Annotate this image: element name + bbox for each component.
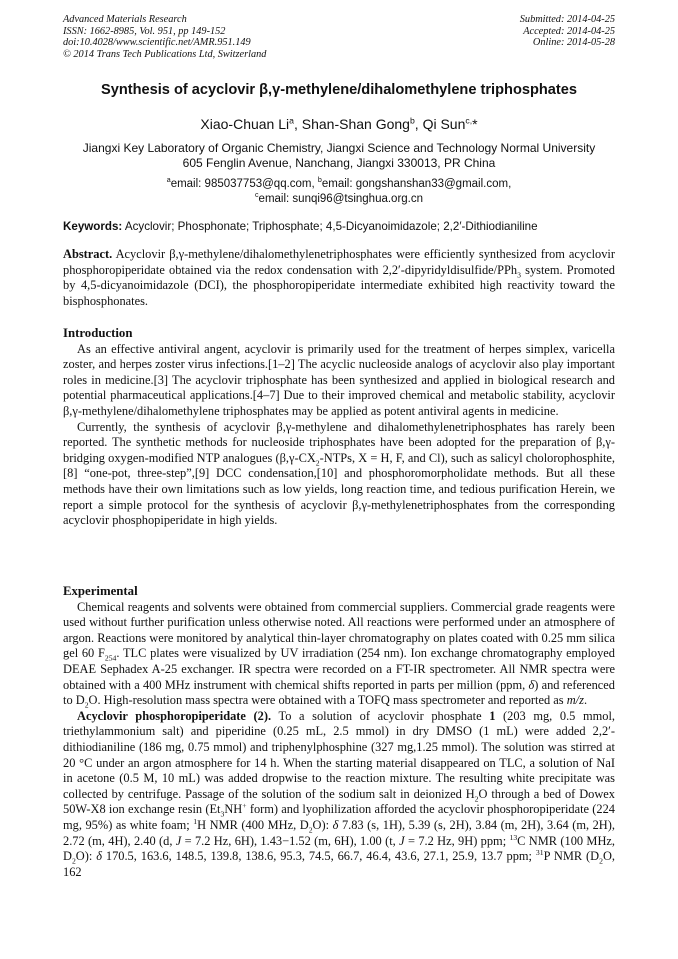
author-name: Qi Sun xyxy=(422,116,466,132)
paragraph xyxy=(63,600,615,709)
superscript: 13 xyxy=(509,832,518,842)
affiliation-line: 605 Fenglin Avenue, Nanchang, Jiangxi 330013, PR China xyxy=(182,156,496,170)
corresponding-author-marker: * xyxy=(472,116,478,132)
copyright-line: © 2014 Trans Tech Publications Ltd, Switzerland xyxy=(63,48,267,60)
text-run: 170.5, 163.6, 148.5, 139.8, 138.6, 95.3, 74.5, 66.7, 46.4, 43.6, 27.1, 25.9, 13.7 ppm; xyxy=(101,849,536,864)
email-address: email: 985037753@qq.com, xyxy=(170,178,318,190)
text-run: . xyxy=(583,693,588,708)
section-heading: Experimental xyxy=(63,584,138,598)
paragraph: As an effective antiviral angent, acyclovir is primarily used for the treatment of herpes simplex, varicella zoster, and herpes zoster virus infections.[1–2] The acyclic nucleoside analogs of acyclovir also play important roles in medicine.[3] The acyclovir triphosphate has been synthesized and applied in biological research and potential pharmaceutical applications.[4–7] Due to their improved chemical and metabolic stability, acyclovir β,γ-methylene/dihalomethylene triphosphates may be applied as potent antiviral agents in medicine. xyxy=(63,341,615,418)
superscript: 1 xyxy=(193,816,198,826)
paragraph xyxy=(63,709,615,881)
abstract-label: Abstract. xyxy=(63,247,113,261)
submitted-date: Submitted: 2014-04-25 xyxy=(519,14,615,25)
subscript: 2 xyxy=(308,825,313,835)
symbol: δ xyxy=(528,677,535,692)
publication-dates xyxy=(520,14,615,49)
text-run: P NMR (D xyxy=(543,849,600,864)
symbol: δ xyxy=(96,849,102,864)
email-address: email: sunqi96@tsinghua.org.cn xyxy=(258,193,424,205)
abstract xyxy=(63,247,615,309)
affiliation-marker: c, xyxy=(465,115,473,126)
keywords xyxy=(63,220,623,233)
journal-info xyxy=(63,14,266,60)
symbol: J xyxy=(399,833,405,848)
text-run: C NMR (100 MHz, D xyxy=(63,833,615,864)
subscript: 3 xyxy=(220,809,225,819)
abstract-text: system. Promoted by 4,5-dicyanoimidazole (DCI), the phosphoropiperidate intermediate exhibited high reactivity toward the bisphosphonates. xyxy=(63,262,615,308)
paragraph xyxy=(63,420,615,529)
keywords-label: Keywords: xyxy=(63,220,123,233)
author-name: Shan-Shan Gong xyxy=(301,116,410,132)
text-run: 7.83 (s, 1H), 5.39 (s, 2H), 3.84 (m, 2H), 3.64 (m, 2H), 2.72 (m, 4H), 2.40 (d, xyxy=(63,817,615,848)
text-run: O): xyxy=(312,817,333,832)
text-run: (203 mg, 0.5 mmol, triethylammonium salt) and piperidine (0.25 mL, 2.5 mmol) in dry DMSO (1 mL) were added 2,2′-dithiodianiline (186 mg, 0.75 mmol) and triphenylphosphine (327 mg,1.25 mmol). The solution was stirred at 20 °C under an argon atmosphere for 14 h. When the starting material disappeared on TLC, a solution of NaI in acetone (0.5 M, 10 mL) was added dropwise to the reaction mixture. The resulting white precipitate was collected by centrifuge. Passage of the solution of the sodium salt in deionized H xyxy=(63,708,615,801)
symbol: J xyxy=(175,833,182,848)
section-heading: Introduction xyxy=(63,326,133,340)
text-run: O): xyxy=(75,849,97,864)
experimental-section xyxy=(63,584,615,880)
symbol: m/z xyxy=(566,693,584,708)
email-block xyxy=(0,177,678,207)
email-marker: a xyxy=(166,176,171,185)
text-run: ) and referenced to D xyxy=(63,677,615,708)
keywords-text: Acyclovir; Phosphonate; Triphosphate; 4,5-Dicyanoimidazole; 2,2′-Dithiodianiline xyxy=(122,220,538,233)
text-run: = 7.2 Hz, 9H) ppm; xyxy=(404,833,510,848)
text-run: To a solution of acyclovir phosphate xyxy=(271,708,490,723)
email-marker: b xyxy=(317,176,322,185)
text-run: Chemical reagents and solvents were obtained from commercial suppliers. Commercial grade reagents were used without further purification unless otherwise noted. All reactions were performed under an atmosphere of argon. Reactions were monitored by analytical thin-layer chromatography on plates coated with 0.25 mm silica gel 60 F xyxy=(63,599,615,661)
accepted-date: Accepted: 2014-04-25 xyxy=(523,25,615,37)
author-list: Xiao-Chuan Li$^a$, Shan-Shan Gong$^b$, Qi Sun$^{c,}$* xyxy=(200,115,478,132)
author-name: Xiao-Chuan Li xyxy=(200,116,290,132)
text-run: . TLC plates were visualized by UV irradiation (254 nm). Ion exchange chromatography employed DEAE Sephadex A-25 exchanger. IR spectra were recorded on a FT-IR spectrometer. All NMR spectra were obtained with a 400 MHz instrument with chemical shifts reported in parts per million (ppm, xyxy=(63,646,615,692)
subscript: 2 xyxy=(84,700,89,710)
subsection-title: Acyclovir phosphoropiperidate (2). xyxy=(77,708,272,723)
email-marker: c xyxy=(254,191,259,200)
paper-title: Synthesis of acyclovir β,γ-methylene/dihalomethylene triphosphates xyxy=(100,82,578,98)
compound-number: 1 xyxy=(489,708,496,723)
affiliation xyxy=(0,141,678,171)
affiliation-marker: b xyxy=(409,115,415,126)
introduction-section xyxy=(63,326,615,529)
online-date: Online: 2014-05-28 xyxy=(532,37,615,49)
subscript: 3 xyxy=(517,270,521,280)
text-run: Currently, the synthesis of acyclovir β,γ-methylene and dihalomethylenetriphosphates has rarely been reported. The synthetic methods for nucleoside triphosphates have been adopted for the preparation of β,γ-bridging oxygen-modified NTP analogues (β,γ-CX xyxy=(63,419,615,465)
text-run: form) and lyophilization afforded the acyclovir phosphoropiperidate (224 mg, 95%) as white foam; xyxy=(63,802,616,832)
text-run: O, 162 xyxy=(63,849,615,879)
affiliation-marker: a xyxy=(289,115,294,126)
symbol: δ xyxy=(332,817,339,832)
doi-line: doi:10.4028/www.scientific.net/AMR.951.149 xyxy=(63,37,251,49)
subscript: 2 xyxy=(71,856,76,866)
text-run: NH xyxy=(224,802,243,817)
email-address: email: gongshanshan33@gmail.com, xyxy=(321,178,512,190)
affiliation-line: Jiangxi Key Laboratory of Organic Chemistry, Jiangxi Science and Technology Normal University xyxy=(82,141,596,155)
abstract-text: Acyclovir β,γ-methylene/dihalomethylenetriphosphates were efficiently synthesized from acyclovir phosphoropiperidate obtained via the redox condensation with 2,2′-dipyridyldisulfide/PPh xyxy=(63,247,615,277)
text-run: O. High-resolution mass spectra were obtained with a TOFQ mass spectrometer and reported as xyxy=(88,693,567,708)
text-run: = 7.2 Hz, 6H), 1.43−1.52 (m, 6H), 1.00 (t, xyxy=(181,833,400,848)
subscript: 2 xyxy=(599,856,603,866)
text-run: -NTPs, X = H, F, and Cl), such as salicyl cholorophosphite,[8] “one-pot, three-step”,[9] DCC condensation,[10] and phosphoromorpholidate methods. But all these methods have their own limitations such as low yields, long reaction time, and tedious purification Herein, we report a simple protocol for the synthesis of acyclovir β,γ-methylenetriphosphates from the corresponding acyclovir phosphopiperidate in high yields. xyxy=(63,450,615,528)
text-run: O through a bed of Dowex 50W-X8 ion exchange resin (Et xyxy=(63,786,615,817)
subscript: 2 xyxy=(315,458,320,468)
subscript: 254 xyxy=(104,653,117,663)
issn-line: ISSN: 1662-8985, Vol. 951, pp 149-152 xyxy=(63,25,226,37)
superscript: 31 xyxy=(535,847,544,857)
text-run: H NMR (400 MHz, D xyxy=(197,817,309,832)
journal-name: Advanced Materials Research xyxy=(63,14,187,25)
superscript: + xyxy=(242,801,247,811)
subscript: 2 xyxy=(474,794,479,804)
